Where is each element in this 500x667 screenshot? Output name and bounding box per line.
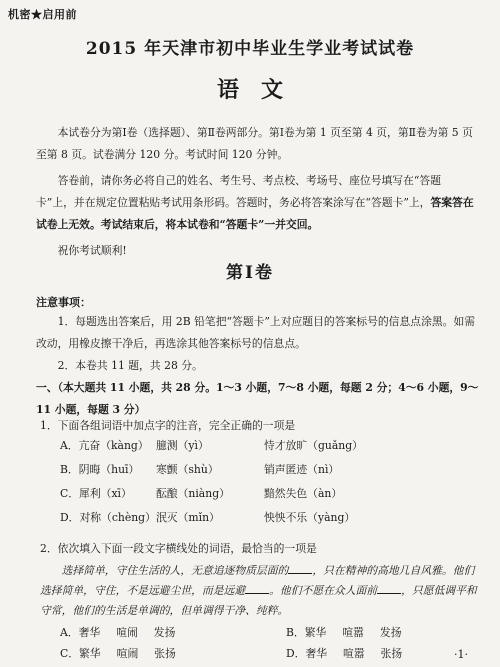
option-b-word-2: 寒颤（shù）	[156, 463, 219, 476]
option-d-word-2: 泯灭（mǐn）	[156, 511, 220, 524]
good-luck-line: 祝你考试顺利!	[57, 244, 127, 257]
passage-part-1: 选择简单，守住生活的人，无意追逐物质层面的	[61, 564, 289, 577]
option-a-word-3: 恃才放旷（guǎng）	[264, 439, 363, 452]
q2-d-3: 张扬	[380, 647, 403, 660]
question-2-option-d	[286, 646, 418, 661]
option-a-word-2: 臆测（yì）	[156, 439, 209, 452]
volume-title: 第Ⅰ卷	[226, 263, 274, 283]
intro-paragraph-2-main: 答卷前，请你务必将自己的姓名、考生号、考点校、考场号、座位号填写在“答题卡”上，并在规定位置粘贴考试用条形码。答题时，务必将答案涂写在“答题卡”上，	[36, 174, 442, 209]
intro-paragraph-2-bold: 答案答在试卷上无效。考试结束后，将本试卷和“答题卡”一并交回。	[36, 196, 474, 231]
page-number: ·1·	[454, 648, 468, 661]
option-b-word-1: B．阴晦（huī）	[60, 463, 140, 476]
question-2-stem: 2．依次填入下面一段文字横线处的词语，最恰当的一项是	[40, 542, 317, 555]
question-2-option-b	[286, 625, 418, 640]
blank-1	[288, 563, 312, 574]
note-2: 2．本卷共 11 题，共 28 分。	[57, 359, 203, 372]
subject-title: 语文	[216, 77, 305, 103]
question-2-option-a	[60, 625, 191, 640]
option-c-word-3: 黯然失色（àn）	[264, 487, 343, 500]
q2-a-3: 发扬	[153, 626, 176, 639]
option-d-word-3: 怏怏不乐（yàng）	[264, 511, 356, 524]
intro-paragraph-2	[36, 170, 476, 236]
question-2-passage	[40, 561, 480, 621]
passage-part-4: ，只愿低调平和守常，他们的生活是单调的，但单调得干净、纯粹。	[40, 584, 477, 617]
q2-c-3: 张扬	[154, 647, 176, 660]
passage-part-3: 。他们不愿在众人面前	[269, 584, 378, 597]
section-1-heading: 一、（本大题共 11 小题，共 28 分。1～3 小题，7～8 小题，每题 2 分；4～6 小题，9～11 小题，每题 3 分）	[36, 381, 479, 416]
exam-title: 2015 年天津市初中毕业生学业考试试卷	[85, 39, 415, 59]
intro-paragraph-1: 本试卷分为第Ⅰ卷（选择题）、第Ⅱ卷两部分。第Ⅰ卷为第 1 页至第 4 页，第Ⅱ卷为第 5 页至第 8 页。试卷满分 120 分。考试时间 120 分钟。	[36, 126, 473, 161]
q2-b-3: 发扬	[379, 626, 402, 639]
q2-d-1: D．奢华	[286, 647, 328, 660]
question-2-option-c	[60, 646, 192, 661]
q2-d-2: 喧嚣	[343, 647, 365, 660]
option-c-word-2: 酝酿（niàng）	[156, 487, 230, 500]
q2-b-1: B．繁华	[286, 626, 327, 639]
passage-part-2: ，只在精神的高地几自风雅。他们选择简单，守住，不是远避尘世，而是远避	[40, 564, 475, 597]
option-c-word-1: C．犀利（xī）	[60, 487, 132, 500]
option-d-word-1: D．对称（chèng）	[60, 511, 156, 524]
q2-a-2: 喧闹	[116, 626, 138, 639]
q2-b-2: 喧嚣	[342, 626, 364, 639]
note-1: 1．每题选出答案后，用 2B 铅笔把“答题卡”上对应题目的答案标号的信息点涂黑。如需改动，用橡皮擦干净后，再选涂其他答案标号的信息点。	[36, 315, 476, 350]
q2-c-1: C．繁华	[60, 647, 101, 660]
question-1-stem: 1．下面各组词语中加点字的注音，完全正确的一项是	[40, 419, 296, 432]
q2-c-2: 喧闹	[116, 647, 139, 660]
confidential-mark: 机密★启用前	[8, 8, 77, 21]
blank-2	[245, 583, 269, 594]
option-a-word-1: A．亢奋（kàng）	[60, 439, 149, 452]
q2-a-1: A．奢华	[60, 626, 101, 639]
notes-heading: 注意事项：	[36, 296, 91, 309]
blank-3	[377, 583, 401, 594]
option-b-word-3: 销声匿迹（nì）	[264, 463, 340, 476]
